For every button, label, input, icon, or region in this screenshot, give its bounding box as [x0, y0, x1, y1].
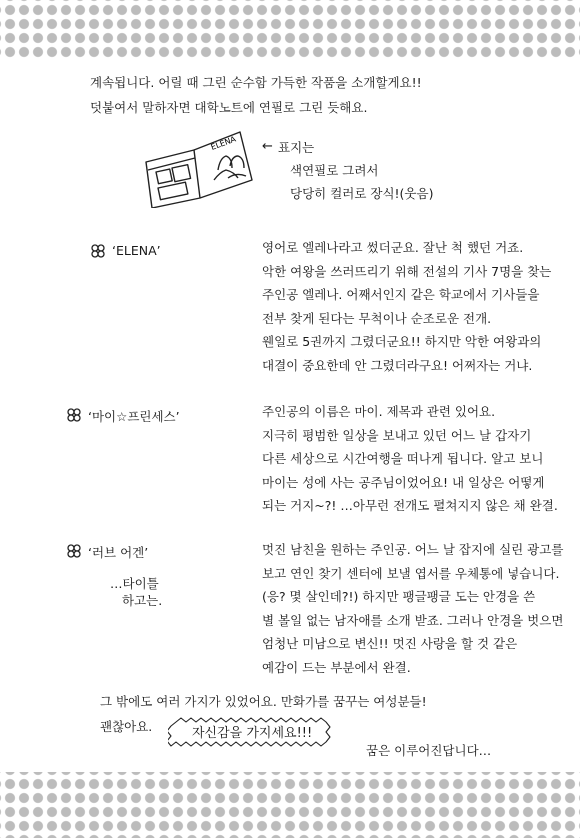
arrow-icon: ←	[262, 139, 273, 154]
work-title-love-again: ‘러브 어겐’	[88, 545, 149, 560]
side-note-line-1: …타이틀	[110, 576, 159, 591]
work-description-love-again	[262, 538, 563, 679]
text-line: 주인공의 이름은 마이. 제목과 관련 있어요.	[262, 404, 496, 419]
clover-icon	[66, 407, 82, 423]
cover-note-line-2: 색연필로 그려서	[290, 163, 379, 178]
text-line: 멋진 남친을 원하는 주인공. 어느 날 잡지에 실린 광고를	[262, 542, 564, 557]
work-description-my-princess	[262, 400, 558, 518]
clover-icon	[90, 243, 106, 259]
work-description-elena	[262, 236, 551, 377]
text-line: 악한 여왕을 쓰러뜨리기 위해 전설의 기사 7명을 찾는	[262, 263, 552, 279]
text-line: 마이는 성에 사는 공주님이었어요! 내 일상은 어떻게	[262, 474, 545, 490]
closing-line-3: 꿈은 이루어진답니다…	[366, 743, 492, 758]
text-line: 주인공 엘레나. 어째서인지 같은 학교에서 기사들을	[262, 287, 540, 302]
text-line: 되는 거지~?! …아무런 전개도 펼쳐지지 않은 채 완결.	[262, 498, 558, 513]
text-line: 전부 찾게 된다는 무척이나 순조로운 전개.	[262, 310, 492, 326]
text-line: 다른 세상으로 시간여행을 떠나게 됩니다. 알고 보니	[262, 451, 544, 466]
text-line: 웬일로 5권까지 그렸더군요!! 하지만 악한 여왕과의	[262, 334, 542, 349]
text-line: 대결이 중요한데 안 그렸더라구요! 어쩌자는 거냐.	[262, 357, 533, 373]
side-note-line-2: 하고는.	[122, 593, 163, 608]
work-title-elena: ‘ELENA’	[112, 243, 161, 258]
text-line: 보고 연인 찾기 센터에 보낼 엽서를 우체통에 넣습니다.	[262, 565, 560, 581]
notebook-illustration	[140, 128, 258, 208]
book-title: ELENA	[209, 134, 238, 152]
closing-line-1: 그 밖에도 여러 가지가 있었어요. 만화가를 꿈꾸는 여성분들!	[100, 694, 427, 709]
text-line: 지극히 평범한 일상을 보내고 있던 어느 날 갑자기	[262, 427, 532, 443]
text-line: (응? 몇 살인데?!) 하지만 팽글팽글 도는 안경을 쓴	[262, 589, 536, 604]
speech-bubble-text: 자신감을 가지세요!!!	[192, 726, 313, 741]
intro-line-2: 덧붙여서 말하자면 대학노트에 연필로 그린 듯해요.	[90, 100, 368, 115]
clover-icon	[66, 543, 82, 559]
text-line: 엄청난 미남으로 변신!! 멋진 사랑을 할 것 같은	[262, 636, 518, 651]
dotted-border-bottom	[0, 772, 580, 838]
cover-note-line-3: 당당히 컬러로 장식!(웃음)	[290, 186, 434, 201]
text-line: 영어로 엘레나라고 썼더군요. 잘난 척 했던 거죠.	[262, 240, 524, 255]
text-line: 별 볼일 없는 남자애를 소개 받죠. 그러나 안경을 벗으면	[262, 612, 564, 628]
dotted-border-top	[0, 0, 580, 60]
closing-line-2: 괜찮아요.	[100, 719, 153, 734]
cover-note-line-1: 표지는	[278, 140, 315, 155]
intro-line-1: 계속됩니다. 어릴 때 그린 순수함 가득한 작품을 소개할게요!!	[90, 75, 422, 90]
text-line: 예감이 드는 부분에서 완결.	[262, 659, 411, 675]
work-title-my-princess: ‘마이☆프린세스’	[88, 409, 180, 424]
